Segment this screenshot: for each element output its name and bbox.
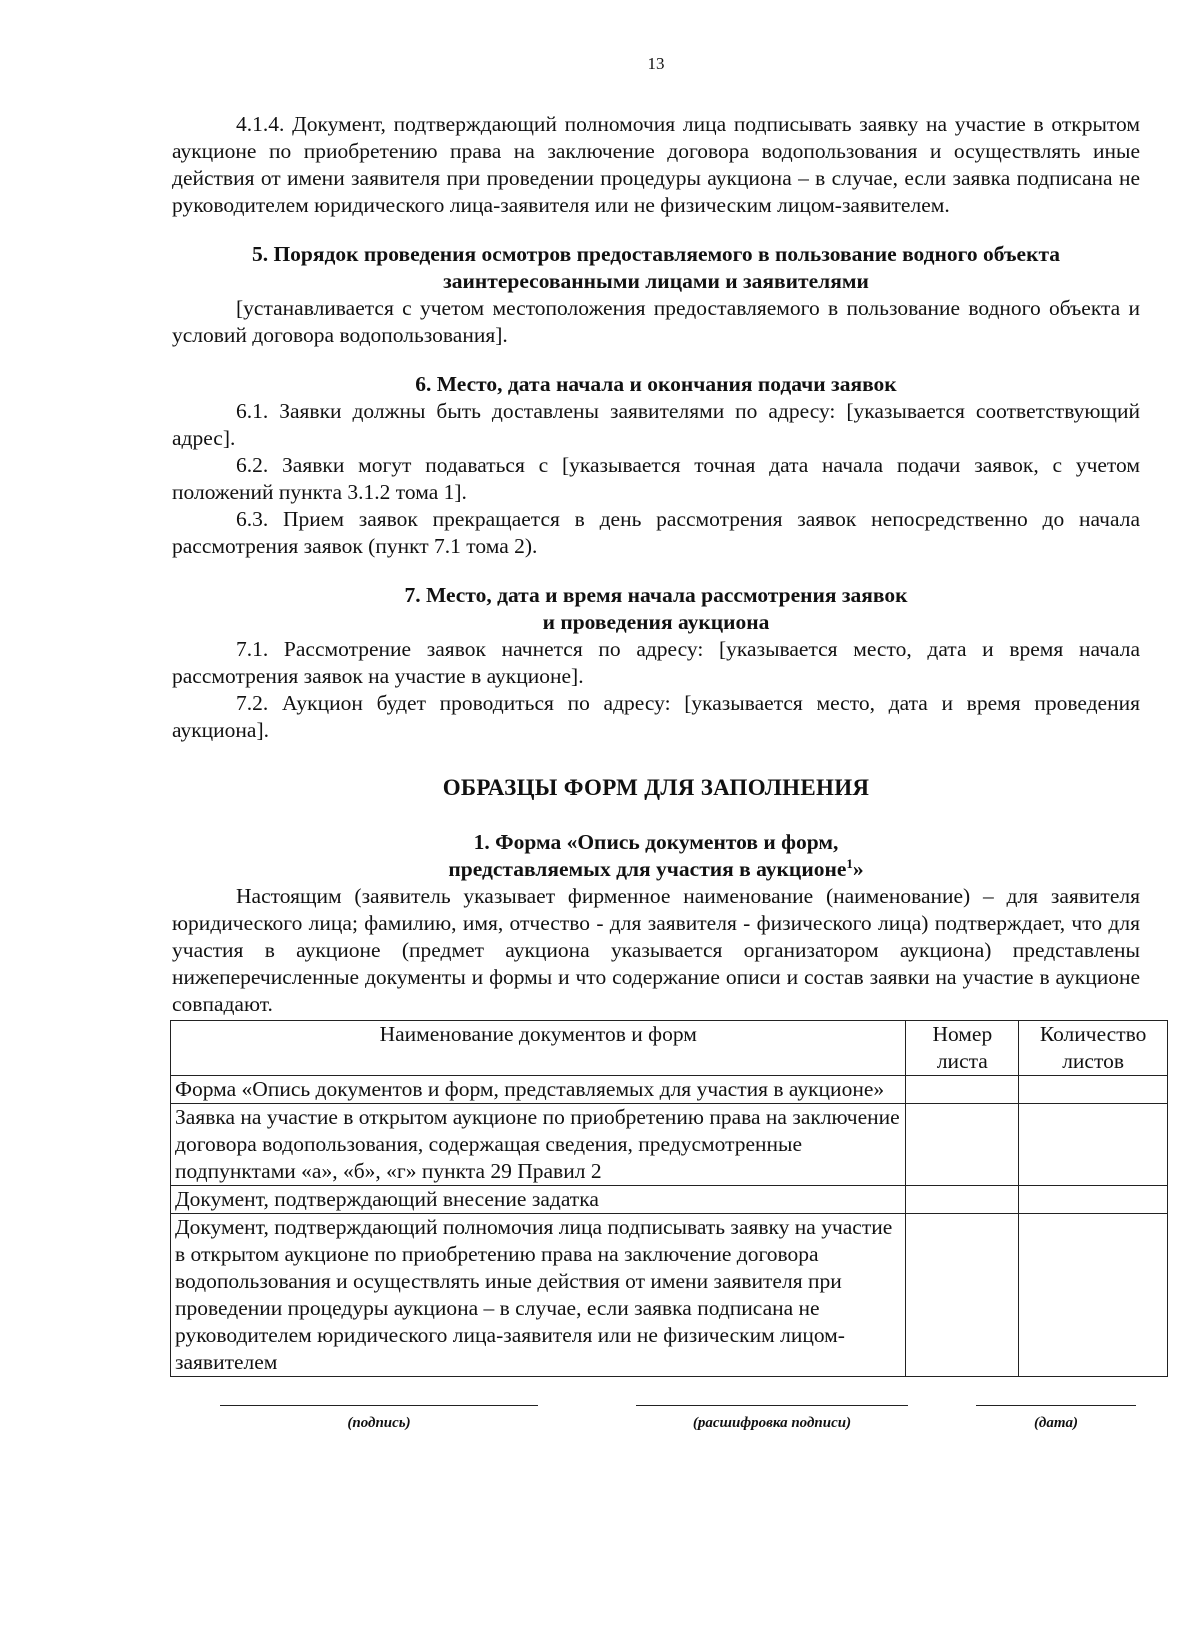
signature-line: (подпись) xyxy=(220,1405,538,1437)
row-page-number xyxy=(906,1214,1019,1377)
signature-decoding-line: (расшифровка подписи) xyxy=(636,1405,908,1437)
row-page-count xyxy=(1019,1214,1168,1377)
document-page xyxy=(172,50,1147,1465)
header-name: Наименование документов и форм xyxy=(171,1021,906,1076)
forms-title: ОБРАЗЦЫ ФОРМ ДЛЯ ЗАПОЛНЕНИЯ xyxy=(442,775,870,800)
paragraph-6-3: 6.3. Прием заявок прекращается в день рассмотрения заявок непосредственно до начала рассмотрения заявок (пункт 7.1 тома 2). xyxy=(172,507,1140,558)
section-5-heading-line1: 5. Порядок проведения осмотров предоставляемого в пользование водного объекта xyxy=(251,242,1061,266)
form-1-title-close: » xyxy=(852,857,864,881)
paragraph-6-2: 6.2. Заявки могут подаваться с [указывается точная дата начала подачи заявок, с учетом положений пункта 3.1.2 тома 1]. xyxy=(172,453,1140,504)
table-header-row xyxy=(171,1021,1168,1076)
paragraph-6-1: 6.1. Заявки должны быть доставлены заявителями по адресу: [указывается соответствующий адрес]. xyxy=(172,399,1140,450)
paragraph-7-2: 7.2. Аукцион будет проводиться по адресу: [указывается место, дата и время проведения аукциона]. xyxy=(172,691,1140,742)
row-name: Заявка на участие в открытом аукционе по приобретению права на заключение договора водопользования, содержащая сведения, предусмотренные подпунктами «а», «б», «г» пункта 29 Правил 2 xyxy=(171,1104,906,1186)
section-7-heading-line1: 7. Место, дата и время начала рассмотрения заявок xyxy=(404,583,908,607)
row-page-number xyxy=(906,1186,1019,1214)
table-row xyxy=(171,1186,1168,1214)
paragraph-4-1-4: 4.1.4. Документ, подтверждающий полномочия лица подписывать заявку на участие в открытом аукционе по приобретению права на заключение договора водопользования и осуществлять иные действия от имени заявителя при проведении процедуры аукциона – в случае, если заявка подписана не руководителем юридического лица-заявителя или не физическим лицом-заявителем. xyxy=(172,112,1140,217)
form-1-title-line2 xyxy=(172,856,1140,883)
section-7 xyxy=(172,582,1140,744)
signature-block xyxy=(172,1405,1140,1465)
table-row xyxy=(171,1104,1168,1186)
row-page-count xyxy=(1019,1186,1168,1214)
documents-table xyxy=(170,1020,1168,1377)
section-7-heading-line2: и проведения аукциона xyxy=(542,610,770,634)
row-name: Форма «Опись документов и форм, представляемых для участия в аукционе» xyxy=(171,1076,906,1104)
section-6 xyxy=(172,371,1140,560)
section-5-text: [устанавливается с учетом местоположения предоставляемого в пользование водного объекта и условий договора водопользования]. xyxy=(172,296,1140,347)
table-row xyxy=(171,1076,1168,1104)
row-page-number xyxy=(906,1104,1019,1186)
header-page-number: Номер листа xyxy=(906,1021,1019,1076)
form-1-intro: Настоящим (заявитель указывает фирменное наименование (наименование) – для заявителя юридического лица; фамилию, имя, отчество - для заявителя - физического лица) подтверждает, что для участия в аукционе (предмет аукциона указывается организатором аукциона) представлены нижеперечисленные документы и формы и что содержание описи и состав заявки на участие в аукционе совпадают. xyxy=(172,884,1140,1016)
section-5 xyxy=(172,241,1140,349)
row-page-number xyxy=(906,1076,1019,1104)
form-1-title-text: представляемых для участия в аукционе xyxy=(448,857,847,881)
header-page-count: Количество листов xyxy=(1019,1021,1168,1076)
paragraph-7-1: 7.1. Рассмотрение заявок начнется по адресу: [указывается место, дата и время начала рассмотрения заявок на участие в аукционе]. xyxy=(172,637,1140,688)
date-line: (дата) xyxy=(976,1405,1136,1437)
row-name: Документ, подтверждающий полномочия лица подписывать заявку на участие в открытом аукционе по приобретению права на заключение договора водопользования и осуществлять иные действия от имени заявителя при проведении процедуры аукциона – в случае, если заявка подписана не руководителем юридического лица-заявителя или не физическим лицом-заявителем xyxy=(171,1214,906,1377)
page-number: 13 xyxy=(647,54,665,73)
row-page-count xyxy=(1019,1076,1168,1104)
row-page-count xyxy=(1019,1104,1168,1186)
footnote-marker: 1 xyxy=(846,855,853,871)
section-6-heading: 6. Место, дата начала и окончания подачи заявок xyxy=(415,372,897,396)
row-name: Документ, подтверждающий внесение задатка xyxy=(171,1186,906,1214)
table-row xyxy=(171,1214,1168,1377)
section-5-heading-line2: заинтересованными лицами и заявителями xyxy=(443,269,869,293)
form-1-title-line1: 1. Форма «Опись документов и форм, xyxy=(473,830,839,854)
